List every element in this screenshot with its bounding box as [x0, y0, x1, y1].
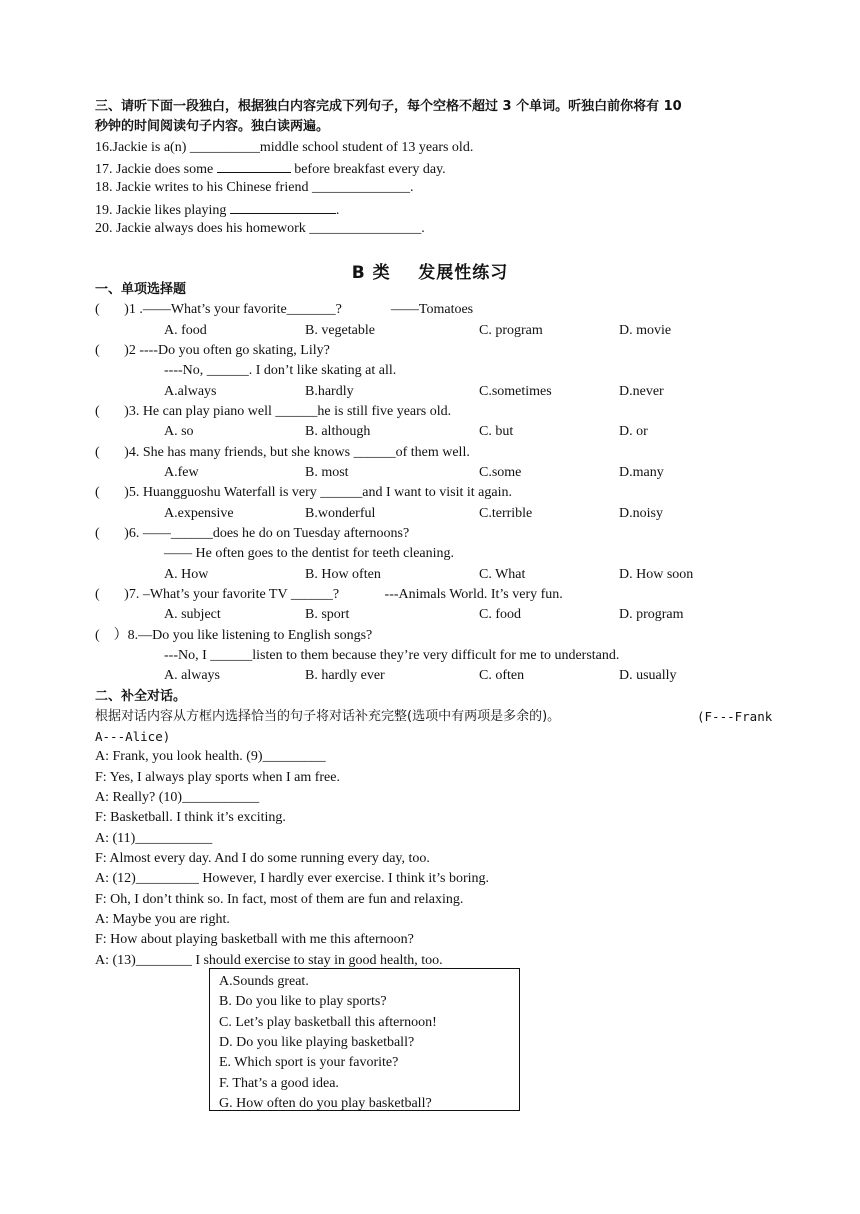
mc-question-2-line2: ----No, ______. I don’t like skating at all.	[164, 363, 397, 378]
blank-17[interactable]	[217, 159, 291, 173]
mc-7-option-c[interactable]: C. food	[479, 607, 521, 622]
dialog-option-a[interactable]: A.Sounds great.	[219, 974, 309, 989]
mc-1-option-a[interactable]: A. food	[164, 323, 207, 338]
dialog-line: A: Maybe you are right.	[95, 912, 230, 927]
dialog-heading: 二、补全对话。	[95, 689, 187, 704]
mc-question-1: ( )1 .——What’s your favorite_______? ——Tomatoes	[95, 302, 474, 317]
dialog-option-f[interactable]: F. That’s a good idea.	[219, 1076, 339, 1091]
dialog-line: A: (11)___________	[95, 831, 213, 846]
mc-5-option-c[interactable]: C.terrible	[479, 506, 533, 521]
mc-question-4: ( )4. She has many friends, but she knows ______of them well.	[95, 445, 470, 460]
sentence-18: 18. Jackie writes to his Chinese friend ______________.	[95, 180, 414, 195]
mc-6-option-b[interactable]: B. How often	[305, 567, 381, 582]
sentence-20: 20. Jackie always does his homework ________________.	[95, 221, 425, 236]
mc-question-6: ( )6. ——______does he do on Tuesday afternoons?	[95, 526, 410, 541]
dialog-options-box	[209, 968, 520, 1111]
mc-2-option-b[interactable]: B.hardly	[305, 384, 354, 399]
mc-question-8-line2: ---No, I ______listen to them because they’re very difficult for me to understand.	[164, 648, 620, 663]
mc-3-option-a[interactable]: A. so	[164, 424, 194, 439]
mc-7-option-b[interactable]: B. sport	[305, 607, 350, 622]
sentence-16: 16.Jackie is a(n) __________middle school student of 13 years old.	[95, 140, 474, 155]
dialog-line: A: (12)_________ However, I hardly ever exercise. I think it’s boring.	[95, 871, 490, 886]
part3-heading-line2: 秒钟的时间阅读句子内容。独白读两遍。	[95, 119, 330, 134]
dialog-option-d[interactable]: D. Do you like playing basketball?	[219, 1035, 415, 1050]
sentence-19-start: 19. Jackie likes playing	[95, 203, 227, 218]
mc-5-option-b[interactable]: B.wonderful	[305, 506, 376, 521]
mc-3-option-b[interactable]: B. although	[305, 424, 371, 439]
mc-7-option-a[interactable]: A. subject	[164, 607, 221, 622]
dialog-speaker-key-2: A---Alice)	[95, 729, 171, 744]
mc-4-option-a[interactable]: A.few	[164, 465, 199, 480]
mc-7-option-d[interactable]: D. program	[619, 607, 684, 622]
section-b-title: B 类 发展性练习	[351, 263, 509, 283]
dialog-line: F: Almost every day. And I do some running every day, too.	[95, 851, 430, 866]
mc-question-2: ( )2 ----Do you often go skating, Lily?	[95, 343, 330, 358]
mc-8-option-c[interactable]: C. often	[479, 668, 525, 683]
blank-19[interactable]	[230, 200, 336, 214]
dialog-line: F: How about playing basketball with me this afternoon?	[95, 932, 414, 947]
dialog-option-e[interactable]: E. Which sport is your favorite?	[219, 1055, 399, 1070]
mc-2-option-d[interactable]: D.never	[619, 384, 664, 399]
dialog-line: F: Oh, I don’t think so. In fact, most of them are fun and relaxing.	[95, 892, 464, 907]
sentence-19	[95, 200, 339, 220]
dialog-instructions: 根据对话内容从方框内选择恰当的句子将对话补充完整(选项中有两项是多余的)。	[95, 709, 561, 724]
dialog-option-b[interactable]: B. Do you like to play sports?	[219, 994, 387, 1009]
mc-1-option-d[interactable]: D. movie	[619, 323, 672, 338]
mc-2-option-a[interactable]: A.always	[164, 384, 217, 399]
mc-4-option-b[interactable]: B. most	[305, 465, 349, 480]
dialog-speaker-key-1: (F---Frank	[697, 709, 773, 724]
mc-heading: 一、单项选择题	[95, 282, 187, 297]
mc-5-option-a[interactable]: A.expensive	[164, 506, 234, 521]
dialog-line: A: Frank, you look health. (9)_________	[95, 749, 326, 764]
sentence-17-end: before breakfast every day.	[290, 162, 446, 177]
dialog-option-g[interactable]: G. How often do you play basketball?	[219, 1096, 432, 1111]
mc-2-option-c[interactable]: C.sometimes	[479, 384, 552, 399]
mc-1-option-c[interactable]: C. program	[479, 323, 543, 338]
mc-6-option-c[interactable]: C. What	[479, 567, 526, 582]
dialog-line: A: Really? (10)___________	[95, 790, 260, 805]
mc-6-option-a[interactable]: A. How	[164, 567, 209, 582]
mc-question-5: ( )5. Huangguoshu Waterfall is very ______and I want to visit it again.	[95, 485, 512, 500]
dialog-line: F: Basketball. I think it’s exciting.	[95, 810, 286, 825]
mc-8-option-b[interactable]: B. hardly ever	[305, 668, 385, 683]
mc-3-option-c[interactable]: C. but	[479, 424, 514, 439]
mc-5-option-d[interactable]: D.noisy	[619, 506, 663, 521]
sentence-19-end: .	[335, 203, 340, 218]
mc-question-3: ( )3. He can play piano well ______he is still five years old.	[95, 404, 452, 419]
mc-8-option-a[interactable]: A. always	[164, 668, 220, 683]
mc-3-option-d[interactable]: D. or	[619, 424, 648, 439]
sentence-17	[95, 159, 446, 179]
mc-8-option-d[interactable]: D. usually	[619, 668, 677, 683]
mc-question-7: ( )7. –What’s your favorite TV ______? ---Animals World. It’s very fun.	[95, 587, 563, 602]
mc-1-option-b[interactable]: B. vegetable	[305, 323, 375, 338]
sentence-17-start: 17. Jackie does some	[95, 162, 214, 177]
mc-question-6-line2: —— He often goes to the dentist for teeth cleaning.	[164, 546, 455, 561]
mc-question-8: ( ）8.—Do you like listening to English songs?	[95, 628, 373, 643]
mc-4-option-d[interactable]: D.many	[619, 465, 664, 480]
dialog-option-c[interactable]: C. Let’s play basketball this afternoon!	[219, 1015, 437, 1030]
mc-4-option-c[interactable]: C.some	[479, 465, 522, 480]
mc-6-option-d[interactable]: D. How soon	[619, 567, 694, 582]
dialog-line: A: (13)________ I should exercise to stay in good health, too.	[95, 953, 443, 968]
dialog-line: F: Yes, I always play sports when I am free.	[95, 770, 340, 785]
part3-heading: 三、请听下面一段独白，根据独白内容完成下列句子，每个空格不超过 3 个单词。听独白前你将有 10	[95, 99, 682, 114]
